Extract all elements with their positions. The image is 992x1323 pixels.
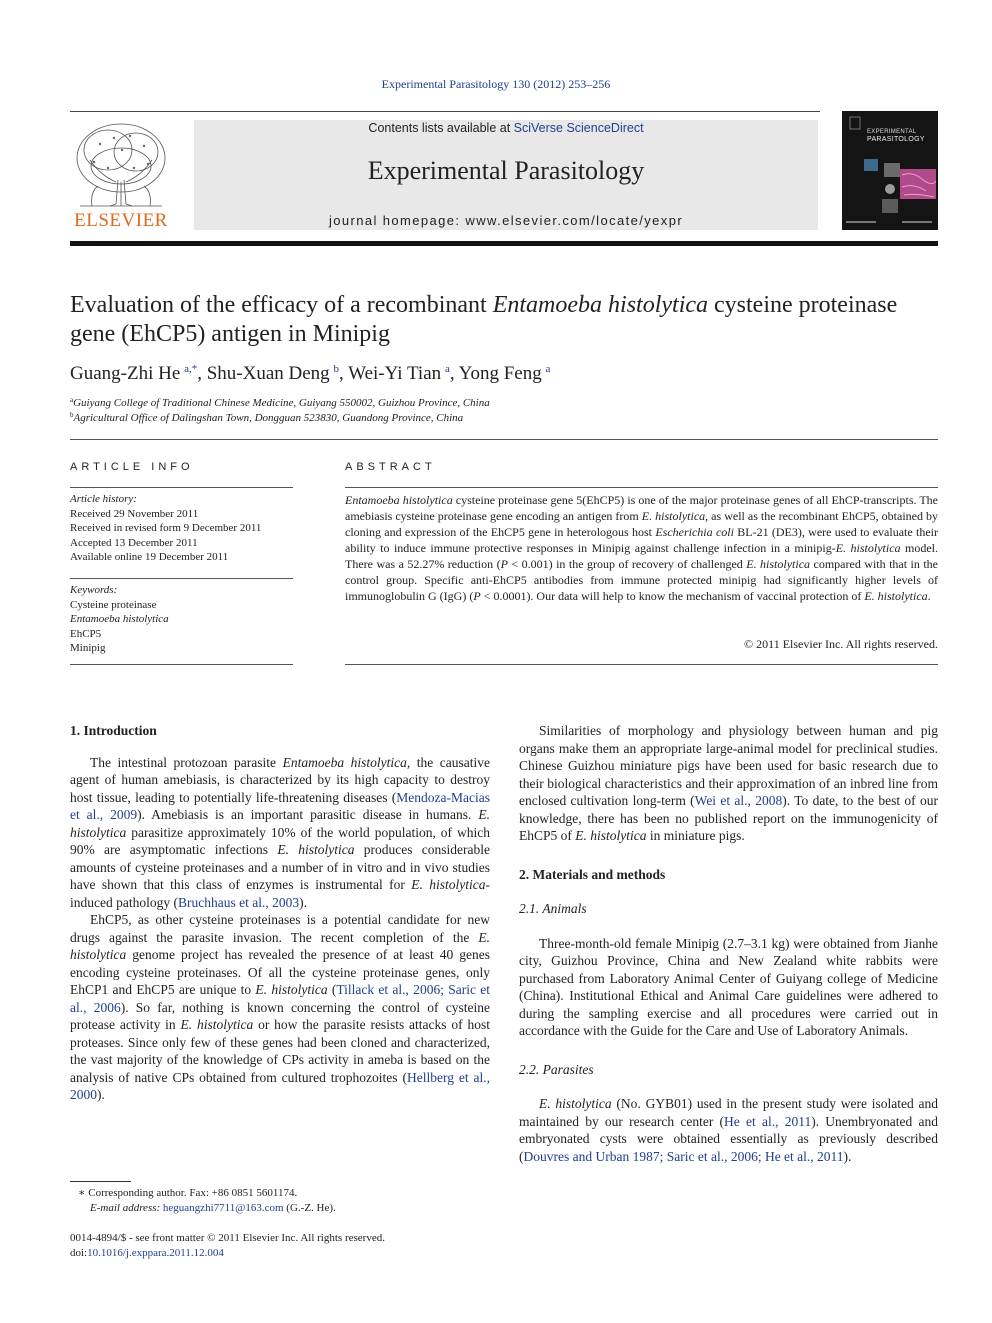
- affiliation-b: $^b$Agricultural Office of Dalingshan Town, Dongguan 523830, Guandong Province, China: [70, 411, 464, 424]
- abstract-rule: [345, 487, 938, 488]
- abstract-text: Entamoeba histolytica cysteine proteinase gene 5(EhCP5) is one of the major proteinase genes of all EhCP-transcripts. The amebiasis cysteine proteinase gene encoding an antigen from E. histolytica, as well as the recombinant EhCP5, obtained by cloning and expression of the EhCP5 gene in heterologous host Escherichia coli BL-21 (DE3), were used to evaluate their ability to induce immune protective responses in Minipig against challenge infection in a minipig-E. histolytica model. There was a 52.27% reduction (P < 0.001) in the group of recovery of challenged E. histolytica compared with that in the control group. Specific anti-EhCP5 antibodies from immune protected minipig had significantly higher levels of immunoglobulin G (IgG) (P < 0.0001). Our data will help to know the mechanism of vaccinal protection of E. histolytica.: [345, 493, 939, 603]
- left-column: [70, 722, 490, 1104]
- keywords-label: Keywords:: [70, 584, 118, 596]
- header-rule: [70, 111, 820, 112]
- author-name: Wei-Yi Tian: [348, 363, 442, 384]
- journal-cover-thumbnail: [842, 111, 938, 230]
- keyword-item: EhCP5: [70, 627, 102, 640]
- italic-term: E. histolytica: [277, 842, 355, 857]
- author-affiliation-marker[interactable]: b: [333, 363, 339, 375]
- keyword-item: Entamoeba histolytica: [70, 613, 169, 625]
- doi-line: doi:10.1016/j.exppara.2011.12.004: [70, 1246, 224, 1259]
- author-email-link[interactable]: heguangzhi7711@163.com: [162, 1201, 284, 1214]
- italic-term: E. histolytica: [70, 807, 490, 840]
- issn-doi: [70, 1231, 510, 1260]
- intro-paragraph-1: The intestinal protozoan parasite Entamoeba histolytica, the causative agent of human amebiasis, is characterized by its high capacity to destroy host tissue, leading to potentially life-threatening diseases (Mendoza-Macias et al., 2009). Amebiasis is an important parasitic disease in humans. E. histolytica parasitize approximately 10% of the world population, of which 90% are asymptomatic infections E. histolytica produces considerable amounts of cysteine proteinases and a number of in vitro and in vivo studies have shown that this class of enzymes is instrumental for E. histolytica-induced pathology (Bruchhaus et al., 2003).: [70, 754, 491, 910]
- email-note: E-mail address: heguangzhi7711@163.com (G.-Z. He).: [90, 1201, 336, 1214]
- citation-link[interactable]: He et al., 2011: [724, 1113, 812, 1129]
- italic-term: E. histolytica: [835, 541, 901, 555]
- keywords-bottom-rule: [70, 664, 293, 665]
- parasites-heading: 2.2. Parasites: [519, 1061, 594, 1077]
- intro-heading: 1. Introduction: [70, 723, 157, 738]
- history-online: Available online 19 December 2011: [70, 551, 229, 563]
- author-affiliation-marker[interactable]: a: [545, 363, 551, 375]
- italic-term: E. histolytica: [255, 982, 328, 997]
- italic-term: E. histolytica: [746, 557, 811, 571]
- italic-term: Entamoeba histolytica: [282, 754, 407, 770]
- right-column: [519, 722, 938, 1165]
- abstract-heading: ABSTRACT: [345, 461, 436, 473]
- citation-link[interactable]: Douvres and Urban 1987; Saric et al., 2006; He et al., 2011: [523, 1148, 844, 1164]
- header-thick-rule: [70, 241, 938, 246]
- history-label: Article history:: [70, 493, 137, 505]
- keywords: [70, 583, 300, 656]
- italic-term: E. histolytica: [539, 1096, 612, 1111]
- italic-term: E. histolytica: [641, 509, 706, 523]
- animals-heading: 2.1. Animals: [519, 901, 587, 916]
- cover-title-line1: EXPERIMENTAL: [867, 129, 917, 135]
- italic-term: P: [473, 589, 481, 603]
- abstract-copyright: © 2011 Elsevier Inc. All rights reserved.: [744, 637, 938, 651]
- citation-link[interactable]: Tillack et al., 2006; Saric et al., 2006: [70, 982, 490, 1015]
- italic-term: E. histolytica: [70, 929, 490, 962]
- cover-title-line2: PARASITOLOGY: [867, 136, 925, 143]
- abstract-bottom-rule: [345, 664, 938, 665]
- journal-homepage[interactable]: journal homepage: www.elsevier.com/locate/yexpr: [328, 213, 684, 228]
- author-name: Guang-Zhi He: [70, 363, 181, 384]
- author-name: Shu-Xuan Deng: [206, 363, 330, 384]
- keywords-rule: [70, 578, 293, 579]
- author-affiliation-marker[interactable]: a: [444, 363, 450, 375]
- journal-reference[interactable]: Experimental Parasitology 130 (2012) 253–256: [381, 77, 611, 91]
- citation-link[interactable]: Bruchhaus et al., 2003: [177, 894, 300, 910]
- article-info-heading: ARTICLE INFO: [70, 461, 194, 473]
- citation-link[interactable]: Mendoza-Macias et al., 2009: [70, 789, 490, 822]
- sciencedirect-link[interactable]: SciVerse ScienceDirect: [513, 121, 644, 135]
- italic-term: E. histolytica: [411, 877, 486, 892]
- keyword-item: Cysteine proteinase: [70, 598, 157, 611]
- footnote-rule: [70, 1181, 131, 1182]
- methods-heading: 2. Materials and methods: [519, 866, 666, 882]
- contents-line: Contents lists available at SciVerse ScienceDirect: [368, 121, 644, 135]
- italic-term: P: [500, 557, 508, 571]
- article-history: [70, 492, 300, 565]
- author-affiliation-marker[interactable]: a,*: [184, 363, 198, 375]
- italic-term: Escherichia coli: [655, 525, 734, 539]
- issn-line: 0014-4894/$ - see front matter © 2011 Elsevier Inc. All rights reserved.: [70, 1232, 385, 1244]
- corresponding-author-note: ∗ Corresponding author. Fax: +86 0851 5601174.: [78, 1187, 298, 1199]
- author-list: Guang-Zhi He $^{a,*}$, Shu-Xuan Deng $^b$, Wei-Yi Tian $^a$, Yong Feng $^a$: [70, 363, 551, 384]
- parasites-paragraph: E. histolytica (No. GYB01) used in the present study were isolated and maintained by our research center (He et al., 2011). Unembryonated and embryonated cysts were obtained essentially as previously described (Douvres and Urban 1987; Saric et al., 2006; He et al., 2011).: [519, 1096, 938, 1164]
- italic-term: E. histolytica: [575, 828, 647, 843]
- italic-term: Entamoeba histolytica: [345, 493, 453, 507]
- animals-paragraph: Three-month-old female Minipig (2.7–3.1 kg) were obtained from Jianhe city, Guizhou Province, China and New Zealand white rabbits were purchased from Laboratory Animal Center of Guiyang college of Medicine (China). Institutional Ethical and Animal Care guidelines were adhered to during the sampling exercise and all procedures were carried out in accordance with the Guide for the Care and Use of Laboratory Animals.: [519, 935, 938, 1038]
- keyword-item: Minipig: [70, 642, 106, 654]
- citation-link[interactable]: Wei et al., 2008: [694, 793, 783, 808]
- elsevier-wordmark: ELSEVIER: [74, 210, 168, 231]
- journal-title: Experimental Parasitology: [367, 156, 645, 185]
- citation-link[interactable]: Hellberg et al., 2000: [70, 1069, 490, 1102]
- doi-link[interactable]: 10.1016/j.exppara.2011.12.004: [87, 1246, 224, 1259]
- footnotes: [78, 1186, 498, 1215]
- title-divider: [70, 439, 938, 440]
- affiliation-a: $^a$Guiyang College of Traditional Chinese Medicine, Guiyang 550002, Guizhou Province, China: [70, 396, 490, 409]
- intro-paragraph-3: Similarities of morphology and physiology between human and pig organs make them an appropriate large-animal model for preclinical studies. Chinese Guizhou miniature pigs have been used for basic research due to their biological characteristics and their approximation of an inbred line from enclosed cultivation long-term (Wei et al., 2008). To date, to the best of our knowledge, there has been no published report on the immunogenicity of EhCP5 of E. histolytica in miniature pigs.: [519, 723, 938, 843]
- history-accepted: Accepted 13 December 2011: [70, 536, 198, 549]
- article-title: Evaluation of the efficacy of a recombinant Entamoeba histolytica cysteine proteinase gene (EhCP5) antigen in Minipig: [70, 292, 898, 347]
- history-revised: Received in revised form 9 December 2011: [70, 522, 262, 534]
- intro-paragraph-2: EhCP5, as other cysteine proteinases is a potential candidate for new drugs against the parasite invasion. The recent completion of the E. histolytica genome project has revealed the presence of at least 40 genes encoding cysteine proteinases. Of all the cysteine proteinase genes, only EhCP1 and EhCP5 are unique to E. histolytica (Tillack et al., 2006; Saric et al., 2006). So far, nothing is known concerning the control of cysteine protease activity in E. histolytica or how the parasite resists attacks of host proteases. Since only few of these genes had been cloned and characterized, the vast majority of the knowledge of CPs activity in ameba is based on the analysis of native CPs obtained from cultured trophozoites (Hellberg et al., 2000).: [70, 912, 490, 1102]
- author-name: Yong Feng: [458, 363, 542, 384]
- italic-term: E. histolytica: [180, 1017, 254, 1032]
- article-info-rule: [70, 487, 293, 488]
- history-received: Received 29 November 2011: [70, 507, 199, 520]
- italic-term: E. histolytica: [864, 589, 928, 603]
